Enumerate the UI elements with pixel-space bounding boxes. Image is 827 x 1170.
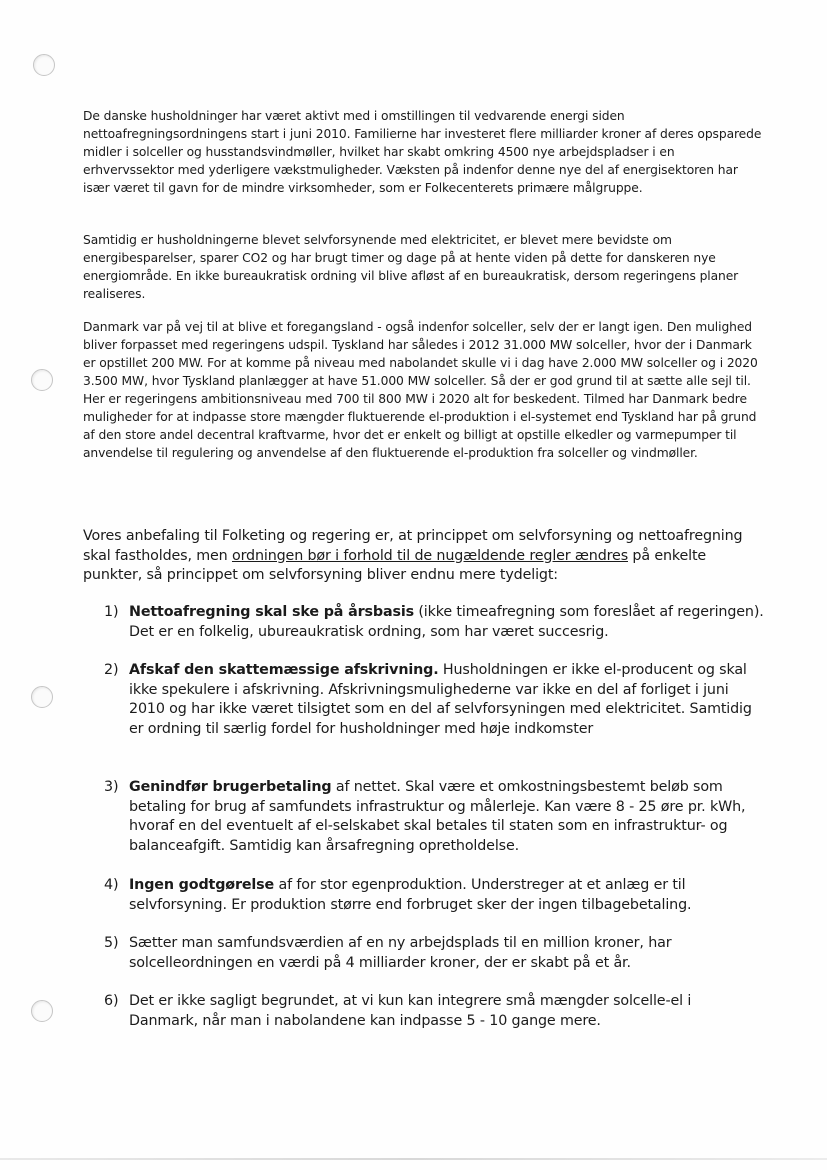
list-item-content (129, 876, 764, 915)
list-item-text: Husholdningen er ikke el-producent og skal ikke spekulere i afskrivning. Afskrivningsmulighederne var ikke en del af forliget i juni 2010 og har ikke været tilsigtet som en del af selvforsyningen med elektricitet. Samtidig er ordning til særlig fordel for husholdninger med høje indkomster (129, 662, 752, 737)
list-item-content (129, 934, 764, 973)
list-item-integration (104, 992, 764, 1031)
list-item-text: Sætter man samfundsværdien af en ny arbejdsplads til en million kroner, har solcelleordningen en værdi på 4 milliarder kroner, der er skabt på et år. (129, 935, 672, 971)
list-item-heading: Afskaf den skattemæssige afskrivning. (129, 662, 439, 678)
list-item-heading: Nettoafregning skal ske på årsbasis (129, 604, 414, 620)
recommendation-intro-underlined: ordningen bør i forhold til de nugældende regler ændres (231, 547, 628, 564)
list-item-content (129, 661, 764, 739)
list-item-content (129, 778, 764, 856)
punch-hole (31, 686, 53, 708)
list-item-text: af nettet. Skal være et omkostningsbestemt beløb som betaling for brug af samfundets infrastruktur og målerleje. Kan være 8 - 25 øre pr. kWh, hvoraf en del eventuelt af el-selskabet skal betales til staten som en infrastruktur- og balanceafgift. Samtidig kan årsafregning opretholdelse. (129, 779, 746, 854)
list-item-content (129, 603, 764, 642)
recommendation-intro-end: på enkelte punkter, så princippet om selvforsyning bliver endnu mere tydeligt: (83, 547, 707, 583)
list-item-job-value (104, 934, 764, 973)
list-item-net-settlement (104, 603, 764, 642)
scan-edge-line (0, 1158, 827, 1160)
paragraph-households: De danske husholdninger har været aktivt med i omstillingen til vedvarende energi siden nettoafregningsordningens start i juni 2010. Familierne har investeret flere milliarder kroner af deres opsparede midler i solceller og husstandsvindmøller, hvilket har skabt omkring 4500 nye arbejdspladser i en erhvervssektor med yderligere vækstmuligheder. Væksten på indenfor denne nye del af energisektoren har især været til gavn for de mindre virksomheder, som er Folkecenterets primære målgruppe. (83, 109, 762, 195)
list-item-content (129, 992, 764, 1031)
list-item-heading: Ingen godtgørelse (129, 877, 275, 893)
list-item-tax-depreciation (104, 661, 764, 739)
list-item-number: 3) (104, 779, 119, 795)
paragraph-germany-comparison: Danmark var på vej til at blive et foregangsland - også indenfor solceller, selv der er langt igen. Den mulighed bliver forpasset med regeringens udspil. Tyskland har således i 2012 31.000 MW solceller, hvor der i Danmark er opstillet 200 MW. For at komme på niveau med nabolandet skulle vi i dag have 2.000 MW solceller og i 2020 3.500 MW, hvor Tyskland planlægger at have 51.000 MW solceller. Så der er god grund til at sætte alle sejl til. Her er regeringens ambitionsniveau med 700 til 800 MW i 2020 alt for beskedent. Tilmed har Danmark bedre muligheder for at indpasse store mængder fluktuerende el-produktion i el-systemet end Tyskland har på grund af den store andel decentral kraftvarme, hvor det er enkelt og billigt at opstille elkedler og varmepumper til anvendelse til regulering og anvendelse af den fluktuerende el-produktion fra solceller og vindmøller. (83, 320, 758, 460)
list-item-number: 4) (104, 877, 119, 893)
list-item-number: 1) (104, 604, 119, 620)
list-item-number: 5) (104, 935, 119, 951)
list-item-text: af for stor egenproduktion. Understreger at et anlæg er til selvforsyning. Er produktion større end forbruget sker der ingen tilbagebetaling. (129, 877, 692, 913)
list-item-number: 6) (104, 993, 119, 1009)
punch-hole (33, 54, 55, 76)
recommendation-intro-start: Vores anbefaling til Folketing og regering er, at princippet om selvforsyning og nettoafregning skal fastholdes, men (83, 528, 743, 564)
list-item-number: 2) (104, 662, 119, 678)
paragraph-self-sufficiency: Samtidig er husholdningerne blevet selvforsynende med elektricitet, er blevet mere bevidste om energibesparelser, sparer CO2 og har brugt timer og dage på at hente viden på dette for danskeren nye energiområde. En ikke bureaukratisk ordning vil blive afløst af en bureaukratisk, dersom regeringens planer realiseres. (83, 233, 739, 301)
list-item-user-payment (104, 778, 764, 856)
list-item-no-compensation (104, 876, 764, 915)
punch-hole (31, 369, 53, 391)
punch-hole (31, 1000, 53, 1022)
list-item-heading: Genindfør brugerbetaling (129, 779, 332, 795)
list-item-text: Det er ikke sagligt begrundet, at vi kun kan integrere små mængder solcelle-el i Danmark, når man i nabolandene kan indpasse 5 - 10 gange mere. (129, 993, 692, 1029)
recommendation-intro (83, 527, 763, 586)
list-item-text: (ikke timeafregning som foreslået af regeringen). Det er en folkelig, ubureaukratisk ordning, som har været succesrig. (129, 604, 764, 640)
